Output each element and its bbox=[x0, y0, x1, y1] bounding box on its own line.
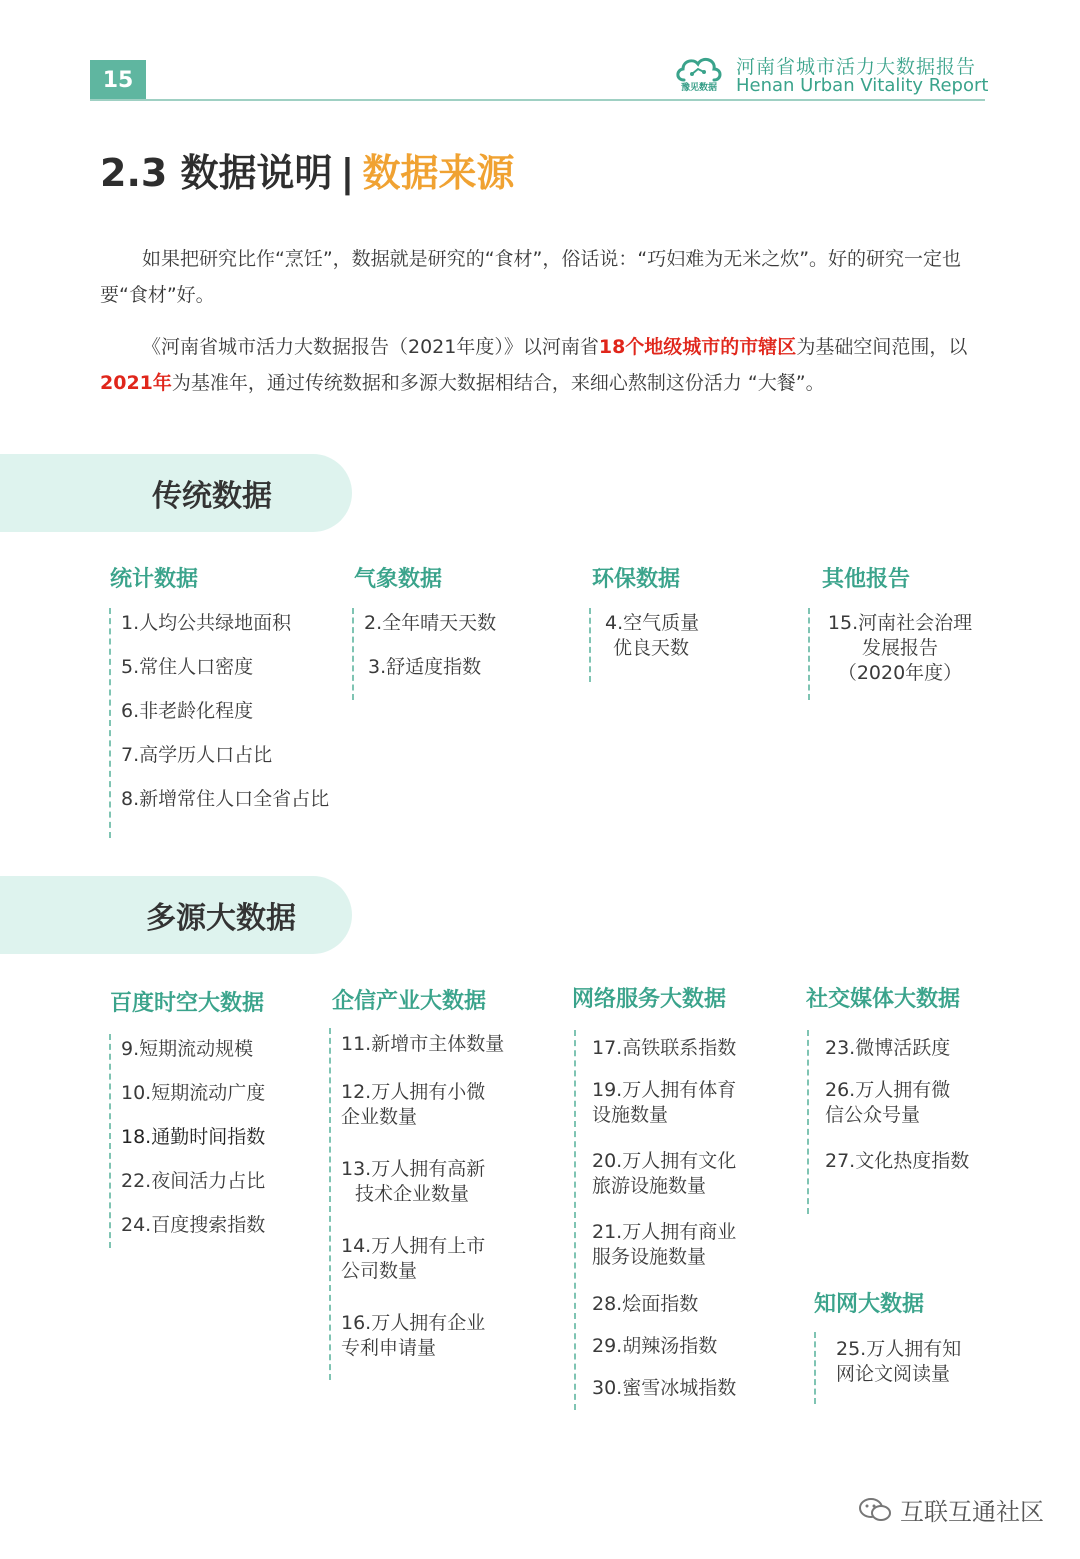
title-separator: | bbox=[340, 151, 355, 195]
list-item: 网论文阅读量 bbox=[836, 1363, 951, 1385]
intro-paragraph-1 bbox=[100, 241, 980, 313]
list-item: 15.河南社会治理 bbox=[827, 612, 973, 634]
list-item: 20.万人拥有文化 bbox=[592, 1150, 737, 1172]
header-divider bbox=[90, 99, 985, 101]
col-other bbox=[808, 608, 980, 700]
col-title-social: 社交媒体大数据 bbox=[806, 987, 961, 1012]
col-title-other: 其他报告 bbox=[822, 567, 911, 592]
list-item: 8.新增常住人口全省占比 bbox=[121, 788, 330, 810]
list-item: 6.非老龄化程度 bbox=[121, 700, 254, 722]
page-title bbox=[100, 142, 514, 197]
list-item: 30.蜜雪冰城指数 bbox=[592, 1377, 737, 1399]
page-number: 15 bbox=[90, 60, 146, 100]
list-item: 3.舒适度指数 bbox=[368, 656, 482, 678]
list-item: 9.短期流动规模 bbox=[121, 1038, 254, 1060]
list-item: 17.高铁联系指数 bbox=[592, 1037, 737, 1059]
list-item: 25.万人拥有知 bbox=[836, 1338, 962, 1360]
list-item: 10.短期流动广度 bbox=[121, 1082, 266, 1104]
report-title-en: Henan Urban Vitality Report bbox=[736, 75, 989, 96]
list-item: 4.空气质量 bbox=[605, 612, 700, 634]
intro-text-2a: 《河南省城市活力大数据报告（2021年度）》以河南省 bbox=[142, 336, 599, 358]
list-item: 公司数量 bbox=[341, 1260, 418, 1282]
list-item: 29.胡辣汤指数 bbox=[592, 1335, 718, 1357]
col-title-baidu: 百度时空大数据 bbox=[110, 991, 265, 1016]
list-item: 5.常住人口密度 bbox=[121, 656, 254, 678]
intro-text-2b: 为基础空间范围，以 bbox=[796, 336, 968, 358]
col-title-env: 环保数据 bbox=[592, 567, 681, 592]
col-title-cnki: 知网大数据 bbox=[814, 1292, 925, 1317]
list-item: 技术企业数量 bbox=[355, 1183, 470, 1205]
col-stats bbox=[109, 608, 329, 838]
list-item: 28.烩面指数 bbox=[592, 1293, 699, 1315]
list-item: 设施数量 bbox=[592, 1104, 669, 1126]
wechat-icon bbox=[858, 1496, 892, 1524]
list-item: 18.通勤时间指数 bbox=[121, 1126, 266, 1148]
list-item: 14.万人拥有上市 bbox=[341, 1235, 486, 1257]
banner-traditional-label: 传统数据 bbox=[152, 479, 272, 514]
col-env bbox=[589, 608, 699, 682]
list-item: （2020年度） bbox=[837, 662, 963, 684]
col-title-stats: 统计数据 bbox=[110, 567, 199, 592]
intro-text-2c: 为基准年，通过传统数据和多源大数据相结合，来细心熬制这份活力 “大餐”。 bbox=[171, 372, 825, 394]
list-item: 21.万人拥有商业 bbox=[592, 1221, 737, 1243]
list-item: 旅游设施数量 bbox=[592, 1175, 707, 1197]
banner-traditional bbox=[0, 454, 352, 532]
list-item: 22.夜间活力占比 bbox=[121, 1170, 266, 1192]
title-accent: 数据来源 bbox=[362, 151, 515, 195]
col-enterprise bbox=[329, 1028, 504, 1380]
list-item: 11.新增市主体数量 bbox=[341, 1033, 505, 1055]
highlight-cities: 18个地级城市的市辖区 bbox=[598, 336, 797, 358]
col-title-weather: 气象数据 bbox=[354, 567, 443, 592]
list-item: 27.文化热度指数 bbox=[825, 1150, 970, 1172]
list-item: 优良天数 bbox=[613, 637, 690, 659]
col-baidu bbox=[109, 1034, 265, 1248]
banner-multisource-label: 多源大数据 bbox=[146, 901, 296, 936]
logo-text: 豫见数据 bbox=[680, 83, 717, 93]
report-title-cn: 河南省城市活力大数据报告 bbox=[736, 56, 977, 78]
col-cnki bbox=[814, 1332, 961, 1404]
list-item: 1.人均公共绿地面积 bbox=[121, 612, 292, 634]
list-item: 专利申请量 bbox=[341, 1337, 437, 1359]
intro-text-1: 如果把研究比作“烹饪”，数据就是研究的“食材”，俗话说：“巧妇难为无米之炊”。好的研究一定也要“食材”好。 bbox=[100, 248, 962, 306]
col-social bbox=[807, 1030, 969, 1214]
intro-paragraph-2 bbox=[100, 329, 980, 401]
list-item: 24.百度搜索指数 bbox=[121, 1214, 266, 1236]
list-item: 发展报告 bbox=[861, 637, 938, 659]
list-item: 19.万人拥有体育 bbox=[592, 1079, 737, 1101]
list-item: 12.万人拥有小微 bbox=[341, 1081, 486, 1103]
col-title-network: 网络服务大数据 bbox=[572, 987, 727, 1012]
list-item: 16.万人拥有企业 bbox=[341, 1312, 486, 1334]
list-item: 企业数量 bbox=[341, 1106, 418, 1128]
title-main: 2.3 数据说明 bbox=[100, 151, 333, 195]
col-weather bbox=[352, 608, 496, 700]
list-item: 23.微博活跃度 bbox=[825, 1037, 951, 1059]
list-item: 服务设施数量 bbox=[592, 1246, 707, 1268]
highlight-year: 2021年 bbox=[100, 372, 172, 394]
col-title-enterprise: 企信产业大数据 bbox=[332, 989, 487, 1014]
list-item: 信公众号量 bbox=[825, 1104, 921, 1126]
watermark bbox=[858, 1492, 1044, 1527]
list-item: 2.全年晴天天数 bbox=[364, 612, 497, 634]
list-item: 26.万人拥有微 bbox=[825, 1079, 951, 1101]
list-item: 13.万人拥有高新 bbox=[341, 1158, 486, 1180]
watermark-text: 互联互通社区 bbox=[900, 1498, 1044, 1526]
col-network bbox=[574, 1030, 736, 1410]
banner-multisource bbox=[0, 876, 352, 954]
list-item: 7.高学历人口占比 bbox=[121, 744, 273, 766]
